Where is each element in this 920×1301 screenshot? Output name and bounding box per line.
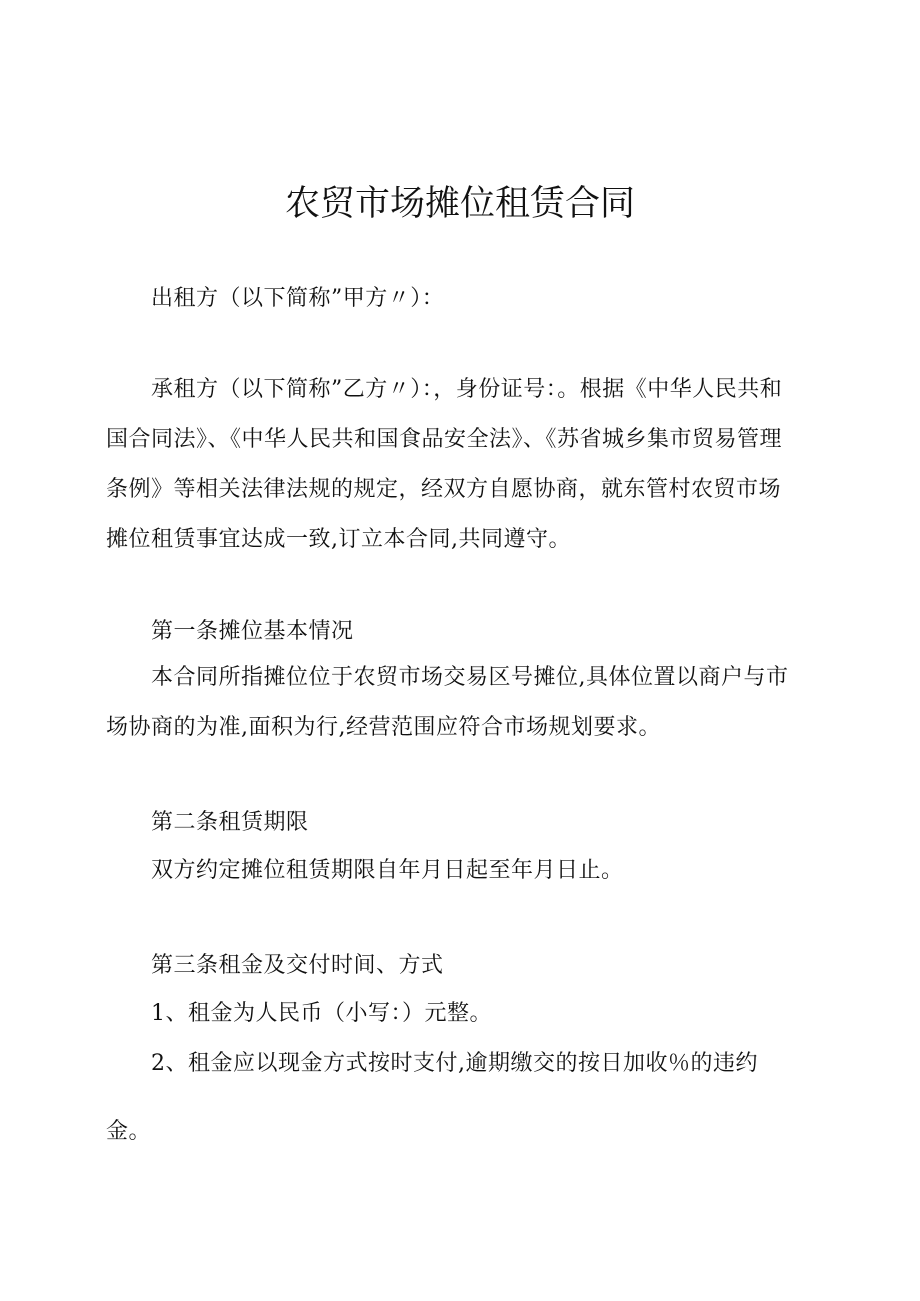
article1-heading: 第一条摊位基本情况 bbox=[151, 619, 354, 644]
article3-item2: 2、租金应以现金方式按时支付,逾期缴交的按日加收％的违约金。 bbox=[106, 1051, 758, 1144]
lessee-paragraph: 承租方（以下简称”乙方〃）：，身份证号：。根据《中华人民共和国合同法》、《中华人民共和国食品安全法》、《苏省城乡集市贸易管理条例》等相关法律法规的规定，经双方自愿协商，就东管村农贸市场摊位租赁事宜达成一致,订立本合同,共同遵守。 bbox=[106, 377, 783, 552]
document-title: 农贸市场摊位租赁合同 bbox=[284, 184, 635, 224]
article2-heading: 第二条租赁期限 bbox=[151, 810, 309, 835]
article3-item1: 1、租金为人民币（小写：）元整。 bbox=[151, 1001, 492, 1026]
article1-text: 本合同所指摊位位于农贸市场交易区号摊位,具体位置以商户与市场协商的为准,面积为行,经营范围应符合市场规划要求。 bbox=[106, 665, 789, 740]
lessor-line: 出租方（以下简称”甲方〃）： bbox=[151, 286, 445, 311]
article2-text: 双方约定摊位租赁期限自年月日起至年月日止。 bbox=[151, 858, 624, 883]
article3-heading: 第三条租金及交付时间、方式 bbox=[151, 953, 444, 978]
